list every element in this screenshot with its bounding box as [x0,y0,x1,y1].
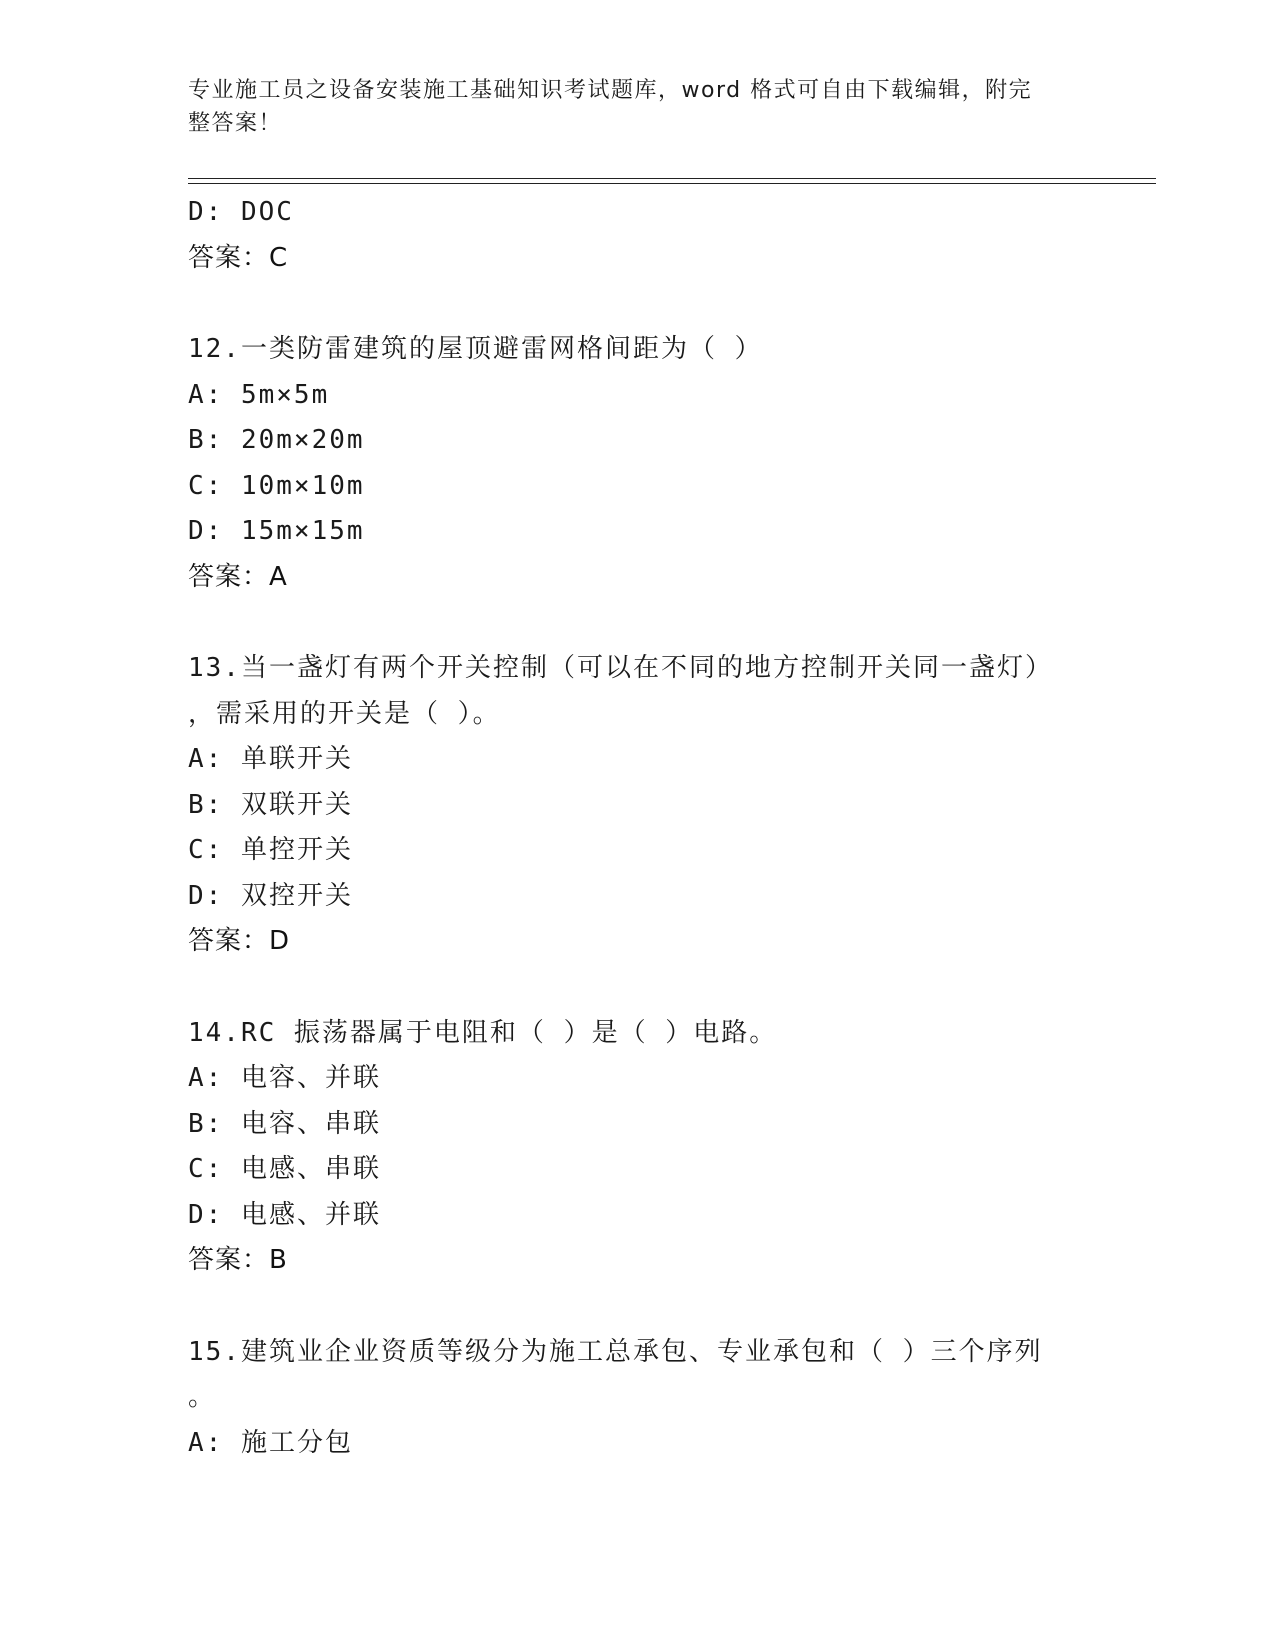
spacer [188,1284,1088,1330]
question-13 [188,646,1088,965]
option-b: B: 双联开关 [188,789,353,820]
question-stem: 12.一类防雷建筑的屋顶避雷网格间距为（ ） [188,334,763,364]
header-divider-top [188,178,1156,179]
option-b: B: 20m×20m [188,425,365,455]
option-a: A: 5m×5m [188,379,330,410]
question-stem-continued: 。 [188,1382,217,1412]
option-d: D: 双控开关 [188,880,353,911]
answer-line: 答案：A [188,561,288,592]
option-c: C: 10m×10m [188,470,365,501]
option-c: C: 电感、串联 [188,1154,381,1184]
question-stem: 15.建筑业企业资质等级分为施工总承包、专业承包和（ ）三个序列 [188,1336,1043,1367]
header-title-line-1: 专业施工员之设备安装施工基础知识考试题库，word 格式可自由下载编辑，附完 [188,78,1033,103]
option-d: D: 电感、并联 [188,1199,381,1230]
spacer [188,600,1088,646]
option-a: A: 电容、并联 [188,1063,381,1093]
spacer [188,965,1088,1011]
question-stem: 14.RC 振荡器属于电阻和（ ）是（ ）电路。 [188,1017,778,1048]
question-14 [188,1011,1088,1284]
option-c: C: 单控开关 [188,835,353,865]
document-header [188,74,1068,140]
question-stem-continued: ，需采用的开关是（ ）。 [188,698,501,729]
option-d: D: 15m×15m [188,516,365,546]
header-title-line-2: 整答案！ [188,111,283,136]
spacer [188,281,1088,327]
question-15 [188,1330,1088,1467]
option-b: B: 电容、串联 [188,1108,381,1139]
option-d: D: DOC [188,197,294,227]
answer-line: 答案：B [188,1245,288,1275]
option-a: A: 施工分包 [188,1427,353,1458]
question-list [188,190,1088,1466]
answer-line: 答案：D [188,926,291,956]
option-a: A: 单联开关 [188,744,353,774]
question-12 [188,327,1088,600]
question-stem: 13.当一盏灯有两个开关控制（可以在不同的地方控制开关同一盏灯） [188,653,1053,683]
header-divider-bottom [188,183,1156,184]
answer-line: 答案：C [188,242,289,273]
